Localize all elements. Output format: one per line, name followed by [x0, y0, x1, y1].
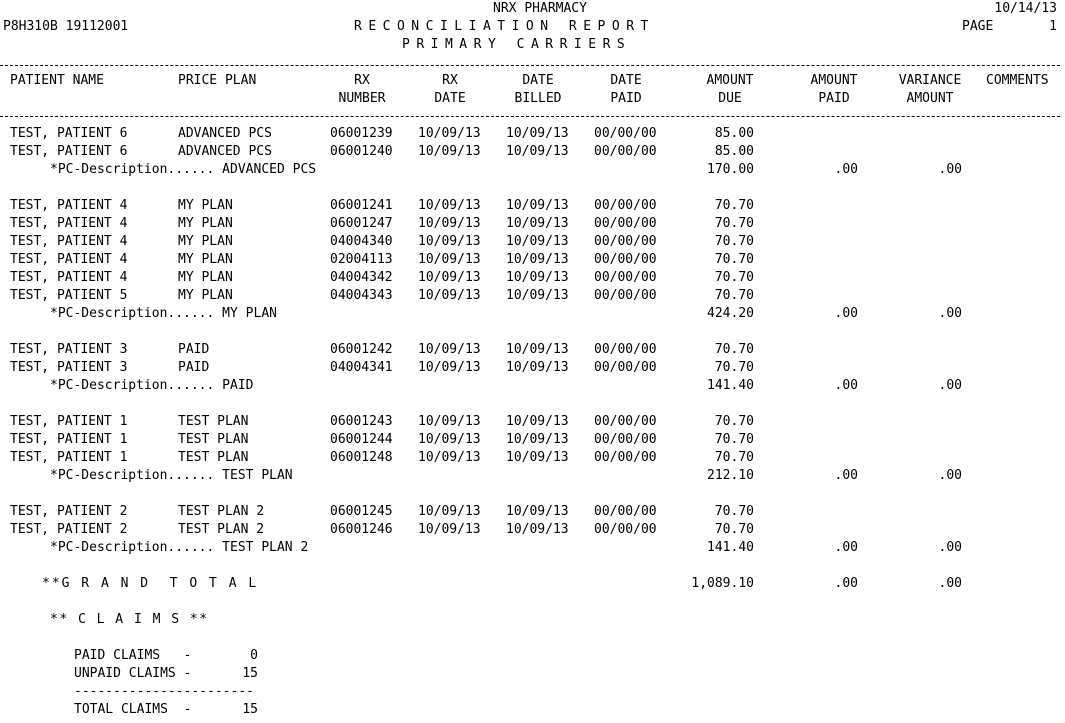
price-plan-cell: MY PLAN — [178, 216, 233, 231]
rx-number-cell: 06001245 — [330, 504, 393, 519]
subtotal-paid: .00 — [834, 162, 858, 177]
price-plan-cell: MY PLAN — [178, 288, 233, 303]
date-billed-cell: 10/09/13 — [506, 288, 569, 303]
rx-number-cell: 04004343 — [330, 288, 393, 303]
date-paid-cell: 00/00/00 — [594, 270, 657, 285]
date-billed-cell: 10/09/13 — [506, 234, 569, 249]
date-paid-cell: 00/00/00 — [594, 504, 657, 519]
total-claims-value: 15 — [242, 702, 258, 717]
date-billed-cell: 10/09/13 — [506, 216, 569, 231]
rx-number-cell: 04004340 — [330, 234, 393, 249]
header-divider-top — [0, 65, 1060, 66]
date-paid-cell: 00/00/00 — [594, 522, 657, 537]
subtotal-due: 212.10 — [707, 468, 754, 483]
subtotal-label: *PC-Description...... TEST PLAN — [50, 468, 293, 483]
rx-number-cell: 06001248 — [330, 450, 393, 465]
subtotal-paid: .00 — [834, 306, 858, 321]
subtotal-due: 424.20 — [707, 306, 754, 321]
patient-name-cell: TEST, PATIENT 1 — [10, 450, 128, 465]
amount-due-cell: 70.70 — [714, 414, 754, 429]
price-plan-cell: TEST PLAN 2 — [178, 522, 265, 537]
col-amount-due-2: DUE — [718, 91, 742, 106]
date-paid-cell: 00/00/00 — [594, 234, 657, 249]
table-row — [0, 269, 1065, 287]
rx-number-cell: 02004113 — [330, 252, 393, 267]
amount-due-cell: 70.70 — [714, 198, 754, 213]
patient-name-cell: TEST, PATIENT 1 — [10, 432, 128, 447]
price-plan-cell: PAID — [178, 342, 210, 357]
subtotal-paid: .00 — [834, 468, 858, 483]
date-billed-cell: 10/09/13 — [506, 522, 569, 537]
patient-name-cell: TEST, PATIENT 6 — [10, 144, 128, 159]
rx-number-cell: 06001243 — [330, 414, 393, 429]
date-billed-cell: 10/09/13 — [506, 360, 569, 375]
price-plan-cell: TEST PLAN — [178, 414, 249, 429]
claims-separator: ----------------------- — [74, 684, 255, 699]
rx-date-cell: 10/09/13 — [418, 198, 481, 213]
header-divider-bottom — [0, 116, 1060, 117]
table-row — [0, 503, 1065, 521]
amount-due-cell: 70.70 — [714, 252, 754, 267]
rx-date-cell: 10/09/13 — [418, 342, 481, 357]
col-date-paid-2: PAID — [610, 91, 642, 106]
table-row — [0, 521, 1065, 539]
rx-date-cell: 10/09/13 — [418, 288, 481, 303]
grand-total-label: **G R A N D T O T A L — [42, 576, 259, 591]
claims-heading: ** C L A I M S ** — [50, 612, 209, 627]
col-patient-name: PATIENT NAME — [10, 73, 104, 88]
date-paid-cell: 00/00/00 — [594, 216, 657, 231]
col-rx-date-1: RX — [442, 73, 458, 88]
price-plan-cell: ADVANCED PCS — [178, 126, 272, 141]
col-rx-date-2: DATE — [434, 91, 466, 106]
subtotal-due: 141.40 — [707, 378, 754, 393]
table-row — [0, 449, 1065, 467]
table-row — [0, 431, 1065, 449]
rx-date-cell: 10/09/13 — [418, 414, 481, 429]
patient-name-cell: TEST, PATIENT 5 — [10, 288, 128, 303]
col-comments: COMMENTS — [986, 73, 1049, 88]
table-row — [0, 215, 1065, 233]
rx-date-cell: 10/09/13 — [418, 522, 481, 537]
rx-date-cell: 10/09/13 — [418, 144, 481, 159]
amount-due-cell: 70.70 — [714, 234, 754, 249]
date-billed-cell: 10/09/13 — [506, 450, 569, 465]
report-subtitle: PRIMARY CARRIERS — [402, 37, 632, 52]
report-title: RECONCILIATION REPORT — [354, 19, 655, 34]
table-row — [0, 341, 1065, 359]
page-number: 1 — [1049, 19, 1057, 34]
date-billed-cell: 10/09/13 — [506, 504, 569, 519]
date-paid-cell: 00/00/00 — [594, 450, 657, 465]
rx-date-cell: 10/09/13 — [418, 252, 481, 267]
date-paid-cell: 00/00/00 — [594, 126, 657, 141]
subtotal-due: 141.40 — [707, 540, 754, 555]
price-plan-cell: ADVANCED PCS — [178, 144, 272, 159]
pharmacy-name: NRX PHARMACY — [493, 1, 587, 16]
col-rx-number-1: RX — [354, 73, 370, 88]
report-date: 10/14/13 — [994, 1, 1057, 16]
price-plan-cell: TEST PLAN — [178, 432, 249, 447]
subtotal-row — [0, 467, 1065, 485]
patient-name-cell: TEST, PATIENT 4 — [10, 252, 128, 267]
date-paid-cell: 00/00/00 — [594, 414, 657, 429]
price-plan-cell: MY PLAN — [178, 252, 233, 267]
subtotal-due: 170.00 — [707, 162, 754, 177]
patient-name-cell: TEST, PATIENT 2 — [10, 504, 128, 519]
date-paid-cell: 00/00/00 — [594, 342, 657, 357]
total-claims-label: TOTAL CLAIMS - — [74, 702, 192, 717]
table-row — [0, 287, 1065, 305]
patient-name-cell: TEST, PATIENT 4 — [10, 270, 128, 285]
page-label: PAGE — [962, 19, 994, 34]
subtotal-variance: .00 — [938, 540, 962, 555]
table-row — [0, 233, 1065, 251]
table-row — [0, 143, 1065, 161]
date-billed-cell: 10/09/13 — [506, 126, 569, 141]
subtotal-paid: .00 — [834, 540, 858, 555]
table-row — [0, 251, 1065, 269]
subtotal-paid: .00 — [834, 378, 858, 393]
price-plan-cell: TEST PLAN 2 — [178, 504, 265, 519]
rx-number-cell: 06001239 — [330, 126, 393, 141]
subtotal-row — [0, 305, 1065, 323]
date-paid-cell: 00/00/00 — [594, 252, 657, 267]
date-billed-cell: 10/09/13 — [506, 252, 569, 267]
rx-date-cell: 10/09/13 — [418, 450, 481, 465]
amount-due-cell: 70.70 — [714, 360, 754, 375]
price-plan-cell: PAID — [178, 360, 210, 375]
rx-number-cell: 06001247 — [330, 216, 393, 231]
rx-number-cell: 06001241 — [330, 198, 393, 213]
price-plan-cell: TEST PLAN — [178, 450, 249, 465]
rx-number-cell: 04004342 — [330, 270, 393, 285]
unpaid-claims-label: UNPAID CLAIMS - — [74, 666, 192, 681]
date-billed-cell: 10/09/13 — [506, 414, 569, 429]
price-plan-cell: MY PLAN — [178, 270, 233, 285]
table-row — [0, 413, 1065, 431]
rx-date-cell: 10/09/13 — [418, 270, 481, 285]
date-billed-cell: 10/09/13 — [506, 144, 569, 159]
patient-name-cell: TEST, PATIENT 4 — [10, 216, 128, 231]
subtotal-label: *PC-Description...... TEST PLAN 2 — [50, 540, 309, 555]
col-date-billed-1: DATE — [522, 73, 554, 88]
date-paid-cell: 00/00/00 — [594, 144, 657, 159]
rx-date-cell: 10/09/13 — [418, 360, 481, 375]
amount-due-cell: 70.70 — [714, 288, 754, 303]
amount-due-cell: 85.00 — [714, 126, 754, 141]
date-billed-cell: 10/09/13 — [506, 270, 569, 285]
rx-number-cell: 04004341 — [330, 360, 393, 375]
col-amount-due-1: AMOUNT — [706, 73, 754, 88]
subtotal-variance: .00 — [938, 468, 962, 483]
amount-due-cell: 70.70 — [714, 270, 754, 285]
rx-number-cell: 06001246 — [330, 522, 393, 537]
date-billed-cell: 10/09/13 — [506, 432, 569, 447]
date-billed-cell: 10/09/13 — [506, 342, 569, 357]
col-amount-paid-1: AMOUNT — [810, 73, 858, 88]
col-date-billed-2: BILLED — [514, 91, 562, 106]
col-date-paid-1: DATE — [610, 73, 642, 88]
patient-name-cell: TEST, PATIENT 6 — [10, 126, 128, 141]
table-row — [0, 197, 1065, 215]
subtotal-row — [0, 161, 1065, 179]
date-billed-cell: 10/09/13 — [506, 198, 569, 213]
paid-claims-label: PAID CLAIMS - — [74, 648, 192, 663]
paid-claims-value: 0 — [250, 648, 258, 663]
col-price-plan: PRICE PLAN — [178, 73, 257, 88]
col-amount-paid-2: PAID — [818, 91, 850, 106]
rx-number-cell: 06001242 — [330, 342, 393, 357]
subtotal-row — [0, 539, 1065, 557]
col-variance-1: VARIANCE — [898, 73, 962, 88]
grand-total-paid: .00 — [834, 576, 858, 591]
col-rx-number-2: NUMBER — [338, 91, 386, 106]
price-plan-cell: MY PLAN — [178, 198, 233, 213]
table-row — [0, 359, 1065, 377]
col-variance-2: AMOUNT — [906, 91, 954, 106]
date-paid-cell: 00/00/00 — [594, 432, 657, 447]
grand-total-due: 1,089.10 — [691, 576, 754, 591]
patient-name-cell: TEST, PATIENT 1 — [10, 414, 128, 429]
rx-date-cell: 10/09/13 — [418, 504, 481, 519]
date-paid-cell: 00/00/00 — [594, 360, 657, 375]
subtotal-variance: .00 — [938, 162, 962, 177]
date-paid-cell: 00/00/00 — [594, 288, 657, 303]
rx-date-cell: 10/09/13 — [418, 234, 481, 249]
patient-name-cell: TEST, PATIENT 4 — [10, 198, 128, 213]
grand-total-row — [0, 575, 1065, 593]
subtotal-label: *PC-Description...... PAID — [50, 378, 254, 393]
rx-number-cell: 06001244 — [330, 432, 393, 447]
amount-due-cell: 70.70 — [714, 342, 754, 357]
table-row — [0, 125, 1065, 143]
grand-total-variance: .00 — [938, 576, 962, 591]
unpaid-claims-value: 15 — [242, 666, 258, 681]
price-plan-cell: MY PLAN — [178, 234, 233, 249]
subtotal-label: *PC-Description...... ADVANCED PCS — [50, 162, 317, 177]
patient-name-cell: TEST, PATIENT 3 — [10, 342, 128, 357]
rx-date-cell: 10/09/13 — [418, 216, 481, 231]
subtotal-variance: .00 — [938, 306, 962, 321]
amount-due-cell: 70.70 — [714, 450, 754, 465]
date-paid-cell: 00/00/00 — [594, 198, 657, 213]
amount-due-cell: 70.70 — [714, 504, 754, 519]
subtotal-variance: .00 — [938, 378, 962, 393]
subtotal-row — [0, 377, 1065, 395]
amount-due-cell: 70.70 — [714, 216, 754, 231]
report-id: P8H310B 19112001 — [3, 19, 129, 34]
patient-name-cell: TEST, PATIENT 4 — [10, 234, 128, 249]
amount-due-cell: 85.00 — [714, 144, 754, 159]
rx-date-cell: 10/09/13 — [418, 126, 481, 141]
rx-date-cell: 10/09/13 — [418, 432, 481, 447]
rx-number-cell: 06001240 — [330, 144, 393, 159]
patient-name-cell: TEST, PATIENT 3 — [10, 360, 128, 375]
patient-name-cell: TEST, PATIENT 2 — [10, 522, 128, 537]
amount-due-cell: 70.70 — [714, 432, 754, 447]
amount-due-cell: 70.70 — [714, 522, 754, 537]
subtotal-label: *PC-Description...... MY PLAN — [50, 306, 277, 321]
